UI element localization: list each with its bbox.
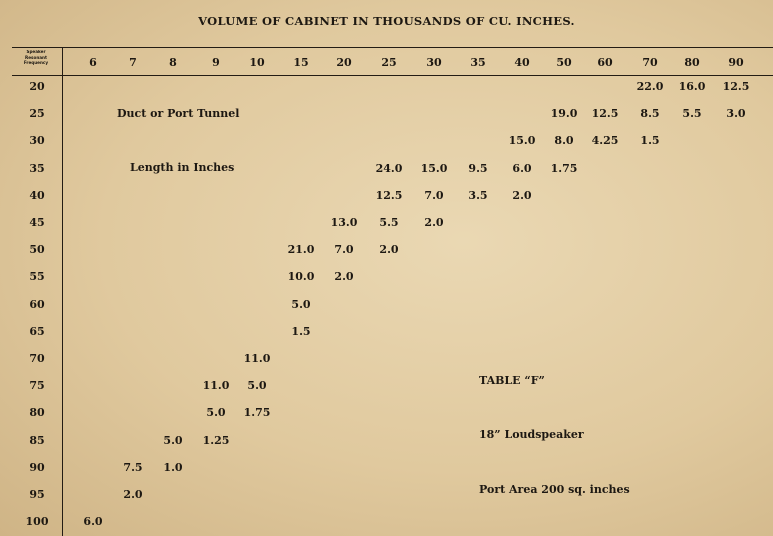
column-header: 80 — [684, 56, 700, 69]
table-cell: 15.0 — [508, 134, 536, 148]
table-cell: 1.25 — [202, 433, 230, 447]
table-cell: 12.5 — [722, 80, 750, 93]
row-header: 30 — [29, 134, 45, 148]
column-header: 90 — [728, 56, 744, 69]
table-cell: 5.0 — [206, 406, 226, 420]
table-cell: 8.5 — [640, 107, 660, 121]
table-cell: 10.0 — [287, 270, 315, 284]
table-cell: 5.0 — [163, 433, 183, 447]
table-cell: 12.5 — [591, 107, 619, 121]
column-header: 10 — [249, 56, 265, 69]
length-note: Length in Inches — [130, 161, 235, 174]
table-cell: 9.5 — [468, 161, 488, 175]
column-header: 7 — [129, 56, 137, 69]
table-cell: 2.0 — [512, 188, 532, 202]
table-cell: 2.0 — [379, 243, 399, 257]
row-header: 80 — [29, 406, 45, 420]
table-cell: 24.0 — [375, 161, 403, 175]
column-header: 9 — [212, 56, 220, 69]
column-header: 8 — [169, 56, 177, 69]
row-header: 90 — [29, 460, 45, 474]
table-cell: 5.5 — [682, 107, 702, 121]
table-cell: 13.0 — [330, 216, 358, 229]
table-cell: 12.5 — [375, 188, 403, 202]
corner-label-line: Frequency — [23, 61, 49, 67]
table-cell: 4.25 — [591, 134, 619, 148]
corner-label — [12, 50, 60, 74]
column-header: 30 — [426, 56, 442, 69]
column-header: 70 — [642, 56, 658, 69]
table-cell: 2.0 — [424, 216, 444, 229]
row-header: 75 — [29, 379, 45, 393]
table-cell: 6.0 — [512, 161, 532, 175]
table-name-note: TABLE “F” — [479, 374, 545, 387]
table-cell: 6.0 — [83, 515, 103, 529]
row-header-divider — [62, 48, 63, 536]
table-cell: 3.0 — [726, 107, 746, 121]
port-area-note: Port Area 200 sq. inches — [479, 483, 630, 496]
table-cell: 1.75 — [550, 161, 578, 175]
table-cell: 7.5 — [123, 460, 143, 474]
row-header: 45 — [29, 216, 45, 229]
column-header: 25 — [381, 56, 397, 69]
corner-label-line: Resonant — [25, 55, 47, 61]
table-cell: 2.0 — [123, 488, 143, 501]
column-header: 40 — [514, 56, 530, 69]
column-header: 35 — [470, 56, 486, 69]
table-cell: 5.0 — [247, 379, 267, 393]
table-cell: 15.0 — [420, 161, 448, 175]
table-cell: 1.5 — [640, 134, 660, 148]
column-header: 15 — [293, 56, 309, 69]
row-header: 20 — [29, 80, 45, 93]
duct-note: Duct or Port Tunnel — [117, 107, 240, 120]
row-header: 65 — [29, 324, 45, 338]
row-header: 55 — [29, 270, 45, 284]
table-cell: 7.0 — [334, 243, 354, 257]
table-cell: 5.0 — [291, 297, 311, 311]
column-header: 20 — [336, 56, 352, 69]
column-header: 60 — [597, 56, 613, 69]
table-cell: 3.5 — [468, 188, 488, 202]
table-cell: 8.0 — [554, 134, 574, 148]
column-header: 50 — [556, 56, 572, 69]
row-header: 70 — [29, 352, 45, 365]
row-header: 95 — [29, 488, 45, 501]
row-header: 100 — [25, 515, 49, 529]
table-cell: 2.0 — [334, 270, 354, 284]
table-cell: 7.0 — [424, 188, 444, 202]
table-cell: 19.0 — [550, 107, 578, 121]
table-cell: 21.0 — [287, 243, 315, 257]
row-header: 85 — [29, 433, 45, 447]
row-header: 40 — [29, 188, 45, 202]
table-cell: 1.5 — [291, 324, 311, 338]
row-header: 35 — [29, 161, 45, 175]
table-cell: 5.5 — [379, 216, 399, 229]
row-header: 25 — [29, 107, 45, 121]
table-cell: 11.0 — [243, 352, 271, 365]
table-cell: 22.0 — [636, 80, 664, 93]
table-cell: 1.75 — [243, 406, 271, 420]
header-rule — [12, 75, 773, 76]
table-title: VOLUME OF CABINET IN THOUSANDS OF CU. INCHES. — [198, 14, 575, 28]
row-header: 50 — [29, 243, 45, 257]
row-header: 60 — [29, 297, 45, 311]
speaker-note: 18” Loudspeaker — [479, 428, 584, 441]
table-cell: 11.0 — [202, 379, 230, 393]
table-cell: 16.0 — [678, 80, 706, 93]
table-cell: 1.0 — [163, 460, 183, 474]
column-header: 6 — [89, 56, 97, 69]
corner-label-line: Speaker — [26, 50, 46, 55]
top-rule — [12, 47, 773, 48]
